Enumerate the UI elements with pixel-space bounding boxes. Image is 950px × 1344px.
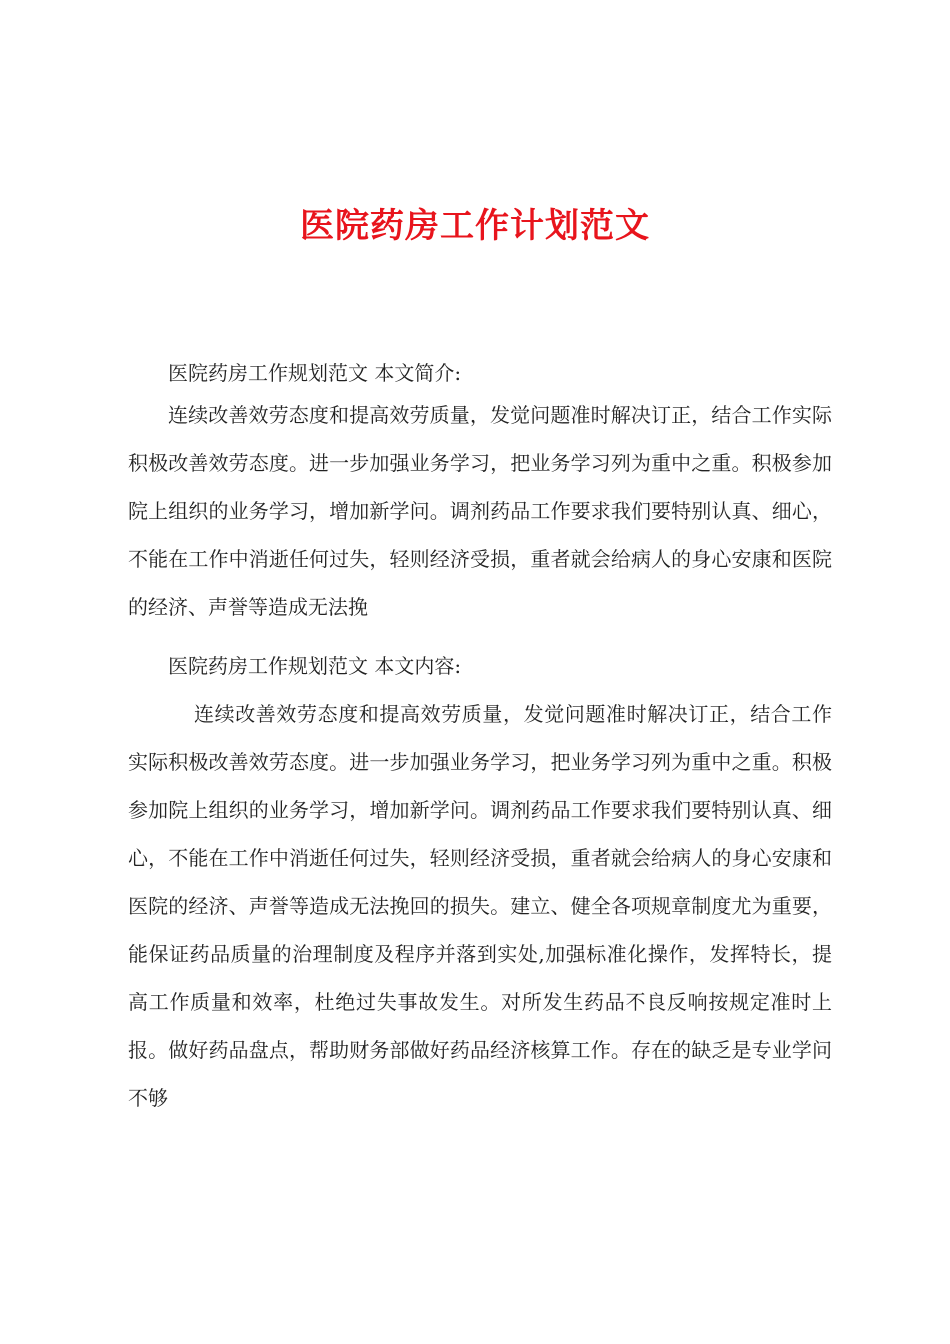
intro-paragraph-block: [128, 391, 832, 631]
content-heading-block: [128, 642, 832, 690]
content-paragraph-block: [128, 690, 832, 1122]
document-title: 医院药房工作计划范文: [300, 206, 650, 246]
intro-paragraph: 连续改善效劳态度和提高效劳质量，发觉问题准时解决订正，结合工作实际积极改善效劳态度。进一步加强业务学习，把业务学习列为重中之重。积极参加院上组织的业务学习，增加新学问。调剂药品工作要求我们要特别认真、细心，不能在工作中消逝任何过失，轻则经济受损，重者就会给病人的身心安康和医院的经济、声誉等造成无法挽: [128, 403, 832, 619]
intro-heading: 医院药房工作规划范文 本文简介:: [168, 361, 462, 385]
intro-heading-block: [128, 349, 832, 397]
content-heading: 医院药房工作规划范文 本文内容:: [168, 654, 462, 678]
content-paragraph: 连续改善效劳态度和提高效劳质量，发觉问题准时解决订正，结合工作实际积极改善效劳态度。进一步加强业务学习，把业务学习列为重中之重。积极参加院上组织的业务学习，增加新学问。调剂药品工作要求我们要特别认真、细心，不能在工作中消逝任何过失，轻则经济受损，重者就会给病人的身心安康和医院的经济、声誉等造成无法挽回的损失。建立、健全各项规章制度尤为重要，能保证药品质量的治理制度及程序并落到实处,加强标准化操作，发挥特长，提高工作质量和效率，杜绝过失事故发生。对所发生药品不良反响按规定准时上报。做好药品盘点，帮助财务部做好药品经济核算工作。存在的缺乏是专业学问不够: [128, 702, 832, 1110]
